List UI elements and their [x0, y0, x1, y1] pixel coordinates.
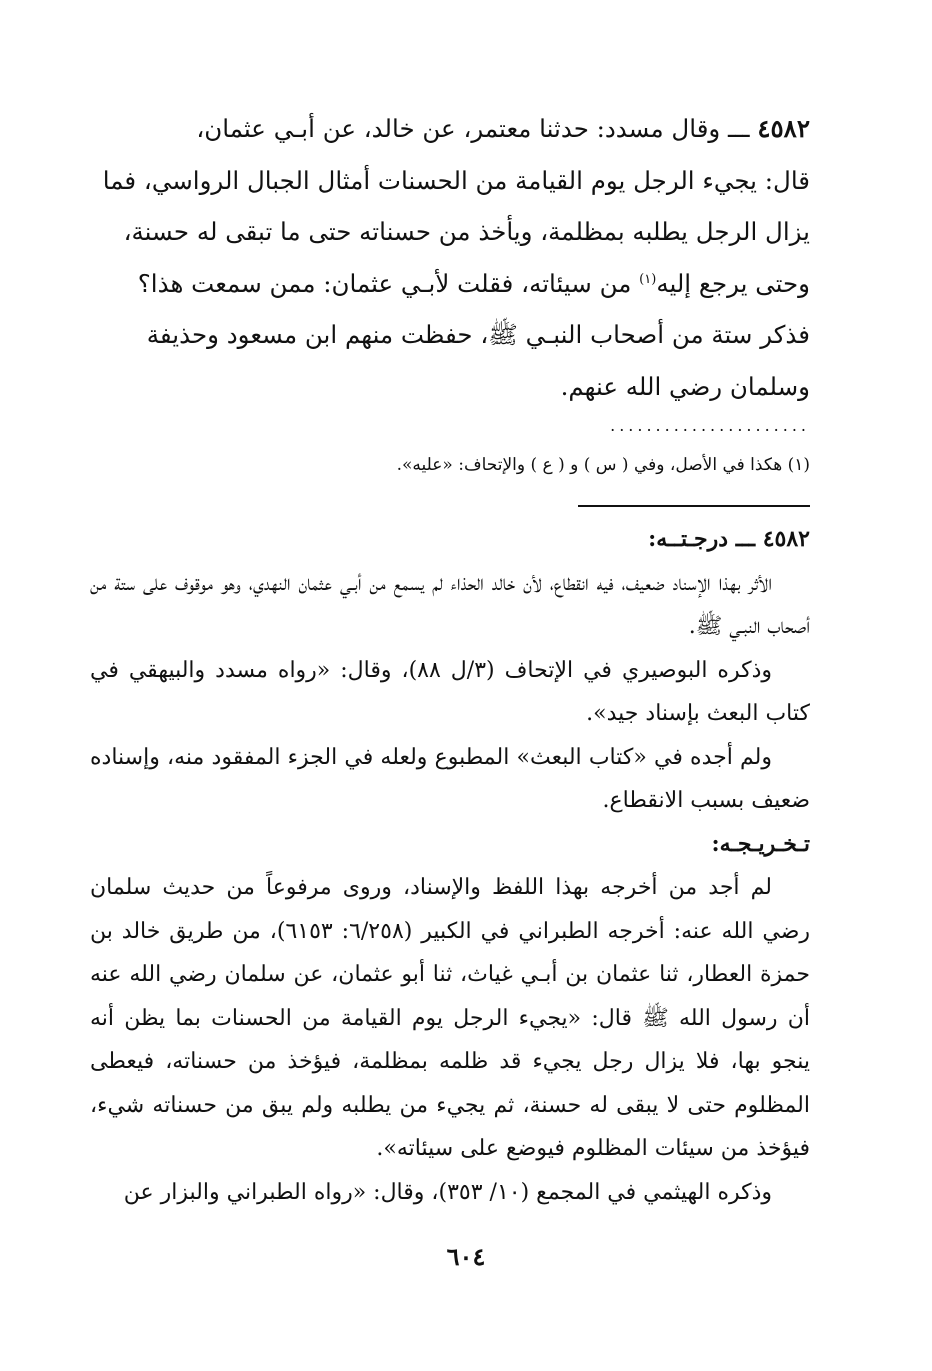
hadith-number: ٤٥٨٢ [757, 114, 810, 143]
footnote-reference: (١) [639, 271, 657, 287]
grade-paragraph-1: الأثر بهذا الإسناد ضعيف، فيه انقطاع، لأن خالد الحذاء لم يسمع من أبـي عثمان النهدي، وهو موقوف على ستة من أصحاب النبـي ﷺ. [90, 570, 810, 639]
hadith-line-2: قال: يجيء الرجل يوم القيامة من الحسنات أمثال الجبال الرواسي، فما [102, 165, 810, 195]
hadith-line-6: وسلمان رضي الله عنهم. [560, 371, 810, 401]
footnote: (١) هكذا في الأصل، وفي ( س ) و ( ع ) والإتحاف: «عليه». [396, 455, 810, 475]
section-divider [578, 505, 810, 507]
takhrij-paragraph-1: لم أجد من أخرجه بهذا اللفظ والإسناد، وروى مرفوعاً من حديث سلمان رضي الله عنه: أخرجه الطبراني في الكبير (٦/٢٥٨: ٦١٥٣)، من طريق خالد بن حمزة العطار، ثنا عثمان بن أبـي غياث، ثنا أبو عثمان، عن سلمان رضي الله عنه أن رسول الله ﷺ قال: «يجيء الرجل يوم القيامة من الحسنات بما يظن أنه ينجو بها، فلا يزال رجل يجيء قد ظلمه بمظلمة، فيؤخذ من حسناته، فيعطى المظلوم حتى لا يبقى له حسنة، ثم يجيء من يطلبه ولم يبق من حسناته شيء، فيؤخذ من سيئات المظلوم فيوضع على سيئاته». [90, 875, 811, 1161]
hadith-dash: ـــ [720, 114, 758, 143]
hadith-line-1: وقال مسدد: حدثنا معتمر، عن خالد، عن أبـي عثمان، [196, 114, 721, 143]
hadith-line-4a: وحتى يرجع إليه [656, 268, 810, 298]
grade-heading: ٤٥٨٢ ـــ درجـتــه: [648, 526, 810, 552]
hadith-text [90, 103, 810, 412]
footnote-separator: ...................... [610, 416, 810, 435]
takhrij-heading: تـخـريـجـه: [711, 830, 810, 857]
takhrij-paragraph-2: وذكره الهيثمي في المجمع (١٠/ ٣٥٣)، وقال: «رواه الطبراني والبزار عن [123, 1179, 772, 1205]
commentary [90, 518, 810, 1214]
page-number: ٦٠٤ [446, 1242, 486, 1271]
grade-paragraph-3: ولم أجده في «كتاب البعث» المطبوع ولعله في الجزء المفقود منه، وإسناده ضعيف بسبب الانقطاع. [90, 744, 810, 813]
grade-paragraph-2: وذكره البوصيري في الإتحاف (٣/ل ٨٨)، وقال: «رواه مسدد والبيهقي في كتاب البعث بإسناد جيد». [90, 657, 810, 726]
hadith-line-4 [90, 258, 810, 310]
hadith-line-3: يزال الرجل يطلبه بمظلمة، ويأخذ من حسناته حتى ما تبقى له حسنة، [123, 217, 810, 246]
hadith-line-4b: من سيئاته، فقلت لأبـي عثمان: ممن سمعت هذا؟ [137, 268, 640, 298]
hadith-line [90, 103, 810, 155]
hadith-line-5: فذكر ستة من أصحاب النبـي ﷺ، حفظت منهم ابن مسعود وحذيفة [146, 320, 810, 349]
